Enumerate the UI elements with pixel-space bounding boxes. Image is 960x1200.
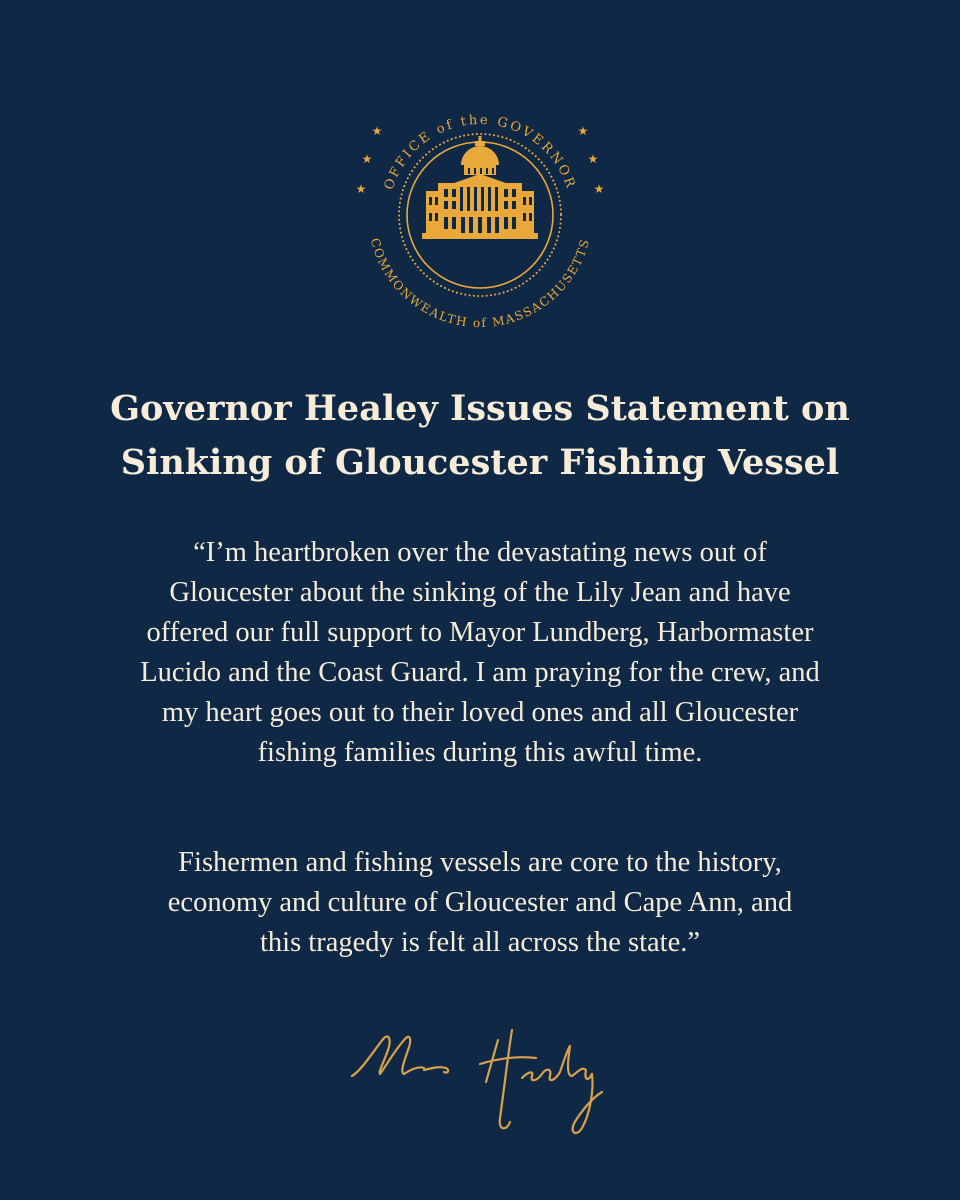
governor-seal [340, 75, 620, 355]
seal-top-text: OFFICE of the GOVERNOR [381, 112, 579, 192]
page-title [40, 382, 920, 490]
seal-graphic [340, 75, 620, 355]
star-icon: ★ [371, 124, 383, 138]
statement-line: this tragedy is felt all across the state.” [259, 927, 701, 958]
statement-line: Lucido and the Coast Guard. I am praying for the crew, and [140, 657, 820, 688]
statement-paragraph-1 [60, 533, 900, 773]
statement-line: economy and culture of Gloucester and Cape Ann, and [167, 887, 793, 918]
statement-line: “I’m heartbroken over the devastating news out of [193, 537, 767, 568]
star-icon: ★ [355, 182, 367, 196]
statement-line: Fishermen and fishing vessels are core to the history, [178, 847, 782, 878]
statement-paragraph-2 [60, 843, 900, 963]
star-icon: ★ [361, 152, 373, 166]
star-icon: ★ [577, 124, 589, 138]
star-icon: ★ [593, 182, 605, 196]
signature [340, 1010, 620, 1150]
headline-line: Sinking of Gloucester Fishing Vessel [120, 442, 840, 483]
statement-line: offered our full support to Mayor Lundberg, Harbormaster [146, 617, 814, 648]
statement-line: fishing families during this awful time. [257, 737, 703, 768]
seal-bottom-text: COMMONWEALTH of MASSACHUSETTS [367, 236, 593, 331]
signature-graphic [340, 1010, 620, 1150]
headline-line: Governor Healey Issues Statement on [110, 388, 850, 429]
statement-line: my heart goes out to their loved ones and all Gloucester [161, 697, 799, 728]
statement-line: Gloucester about the sinking of the Lily Jean and have [169, 577, 791, 608]
star-icon: ★ [587, 152, 599, 166]
